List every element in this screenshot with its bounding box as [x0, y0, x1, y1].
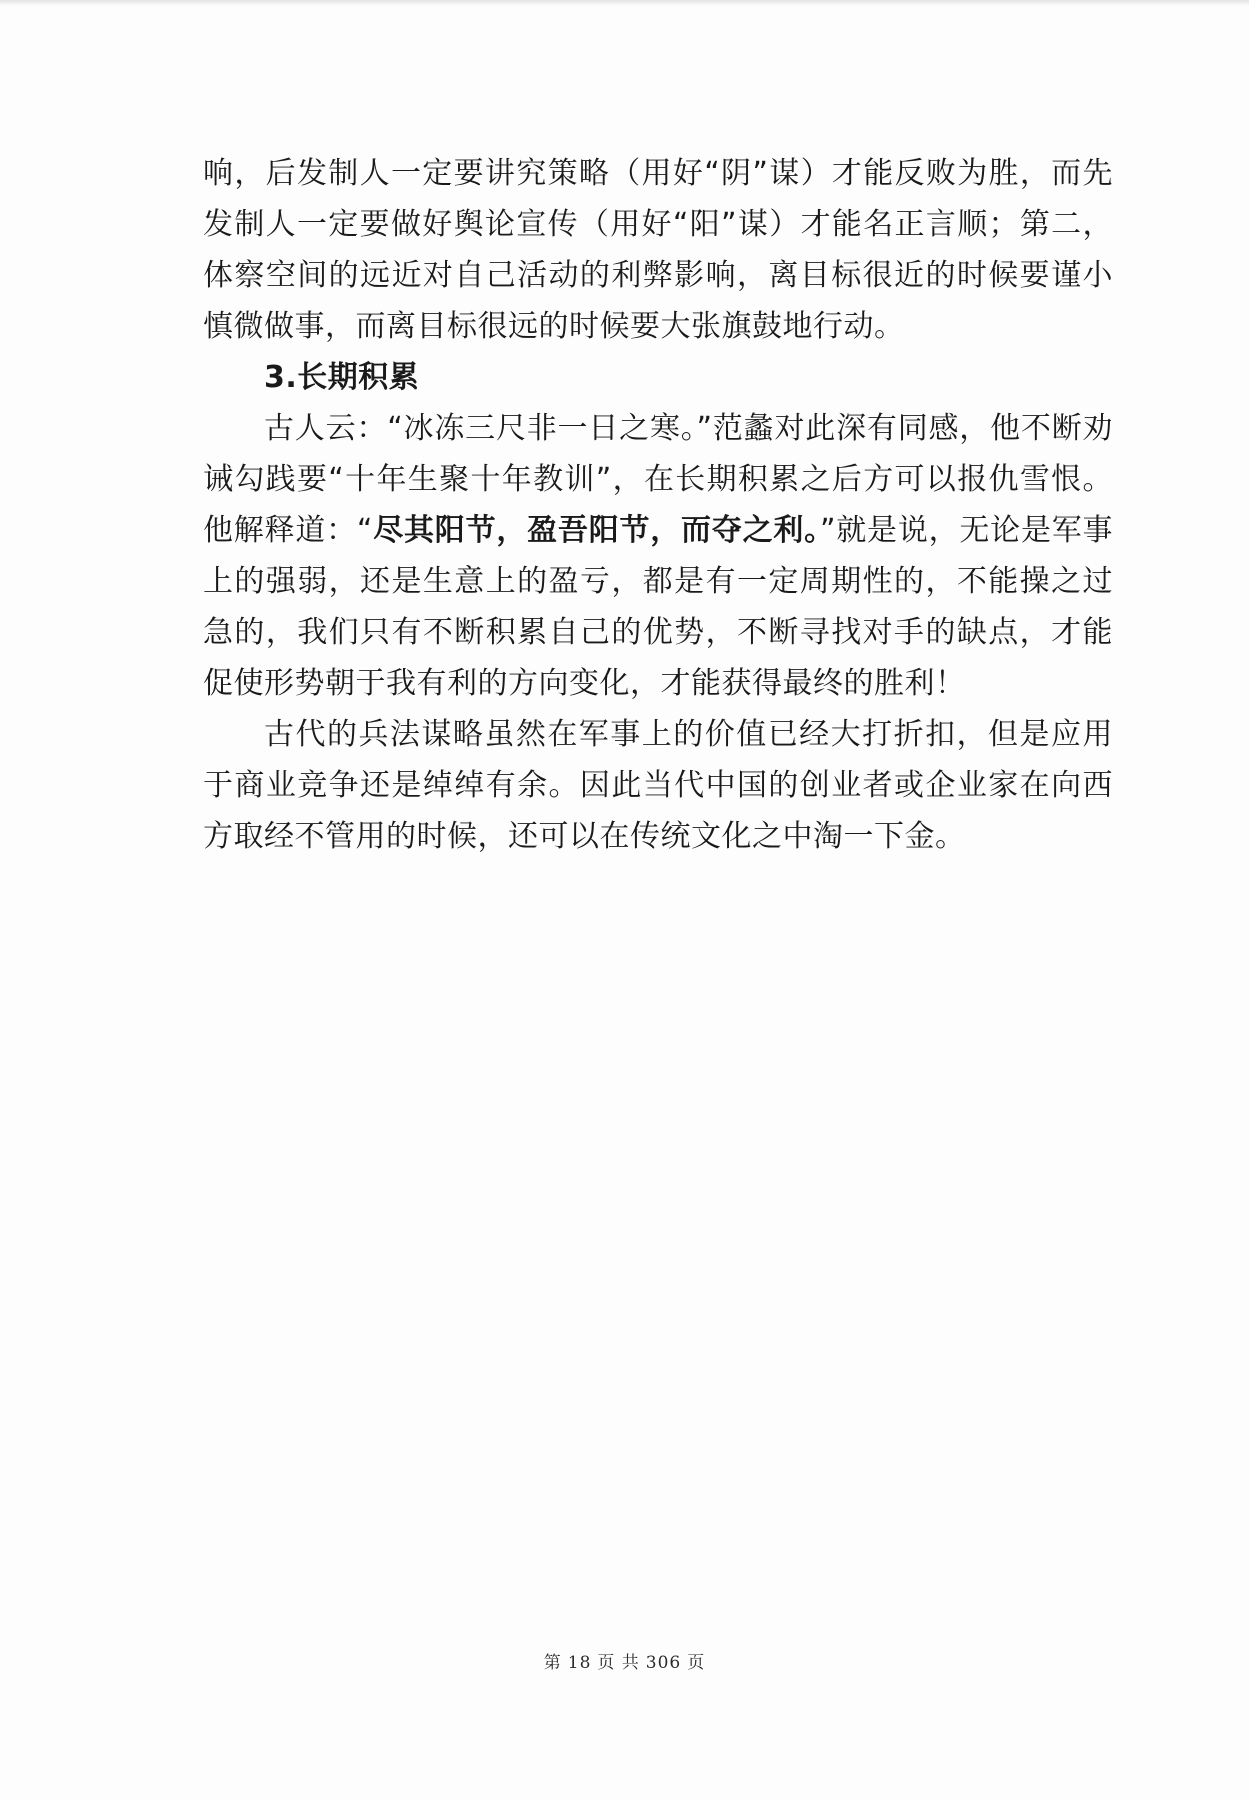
- scan-edge-shadow: [0, 0, 1249, 6]
- current-page-number: 18: [567, 1653, 592, 1673]
- footer-middle: 页 共: [597, 1653, 640, 1673]
- page-number-footer: [0, 1648, 1249, 1673]
- paragraph-text-part: 古人云：“冰冻三尺非一日之寒。”范蠡对此深有同感，他不断劝诫勾践要“十年生聚十年教训”，在长期积累之后方可以报仇雪恨。他解释道：“: [203, 411, 1113, 548]
- paragraph-long-term-accumulation: [203, 403, 1113, 709]
- footer-prefix: 第: [543, 1653, 562, 1673]
- footer-suffix: 页: [687, 1653, 706, 1673]
- bold-quote: 尽其阳节，盈吾阳节，而夺之利。: [372, 513, 820, 548]
- paragraph-text-part: ”就是说，无论是军事上的强弱，还是生意上的盈亏，都是有一定周期性的，不能操之过急的，我们只有不断积累自己的优势，不断寻找对手的缺点，才能促使形势朝于我有利的方向变化，才能获得最终的胜利！: [203, 513, 1114, 701]
- paragraph-continued: 响，后发制人一定要讲究策略（用好“阴”谋）才能反败为胜，而先发制人一定要做好舆论宣传（用好“阳”谋）才能名正言顺；第二，体察空间的远近对自己活动的利弊影响，离目标很近的时候要谨小慎微做事，而离目标很远的时候要大张旗鼓地行动。: [203, 156, 1113, 344]
- page-body: [203, 148, 1113, 862]
- paragraph-conclusion: 古代的兵法谋略虽然在军事上的价值已经大打折扣，但是应用于商业竞争还是绰绰有余。因此当代中国的创业者或企业家在向西方取经不管用的时候，还可以在传统文化之中淘一下金。: [203, 717, 1113, 854]
- total-pages-number: 306: [645, 1653, 682, 1673]
- section-heading: 3.长期积累: [264, 360, 420, 395]
